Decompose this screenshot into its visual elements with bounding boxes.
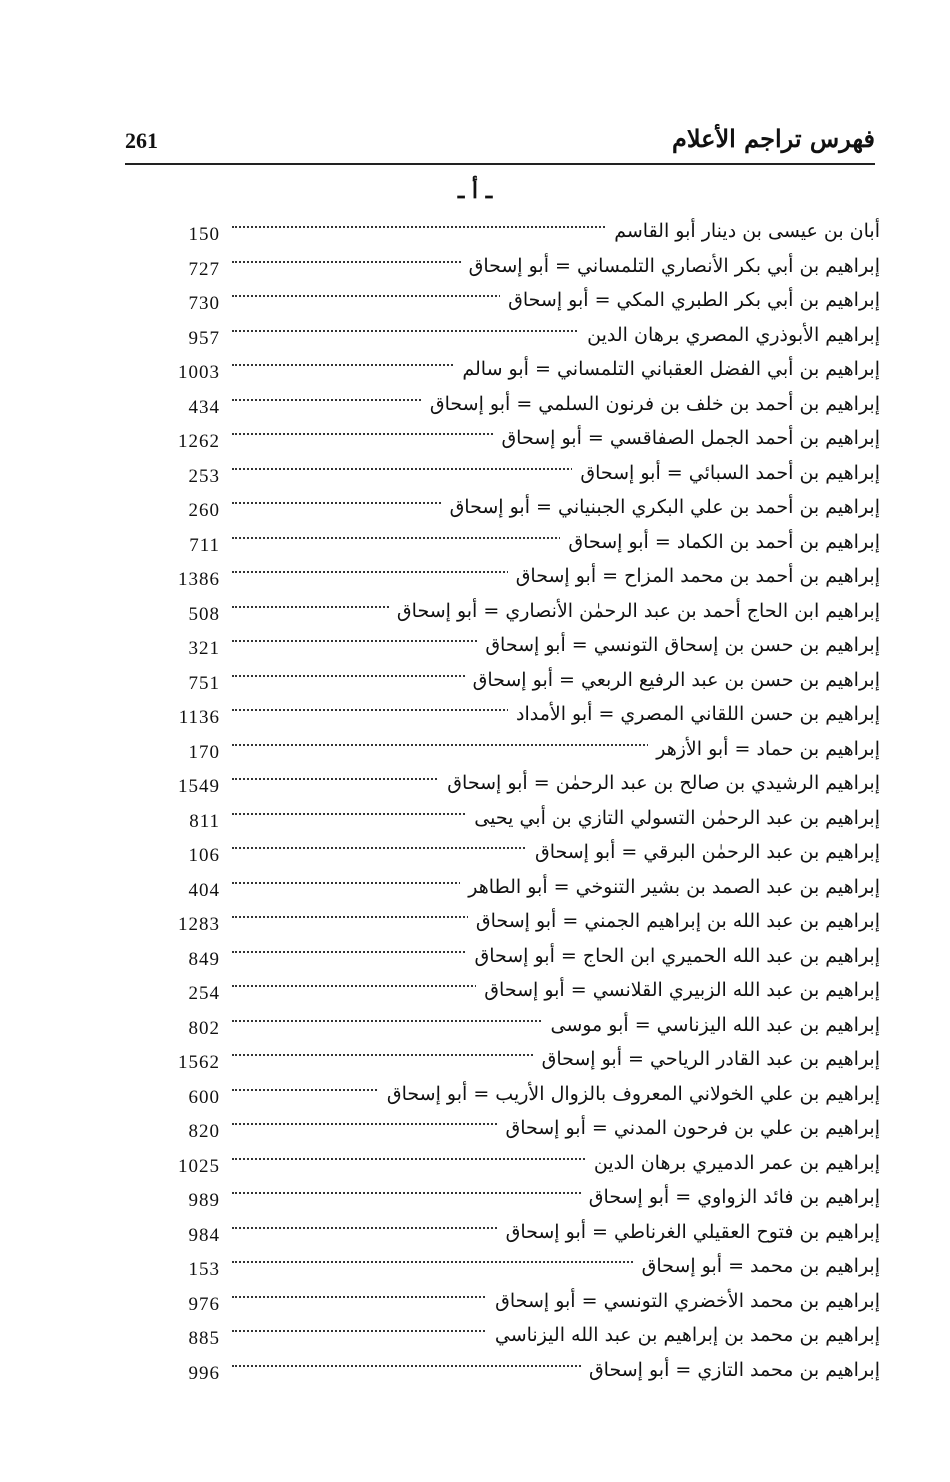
index-entry (160, 632, 880, 667)
entry-page-number: 600 (188, 1086, 220, 1108)
entry-page-number: 957 (188, 327, 220, 349)
entry-page-number: 170 (188, 741, 220, 763)
index-entry (160, 1357, 880, 1392)
index-entry (160, 943, 880, 978)
header-rule (125, 163, 875, 165)
entry-page-number: 254 (188, 983, 220, 1004)
index-entry (160, 494, 880, 529)
index-entry (160, 1150, 880, 1185)
entry-name: إبراهيم بن عبد الله الحميري ابن الحاج = أبو إسحاق (466, 945, 880, 967)
entry-page-number: 434 (188, 396, 220, 418)
index-entry (160, 598, 880, 633)
entry-page-number: 751 (188, 672, 220, 694)
entry-name: إبراهيم بن أحمد بن محمد المزاح = أبو إسحاق (508, 565, 880, 587)
index-entry (160, 1184, 880, 1219)
index-entry (160, 805, 880, 840)
entry-name: إبراهيم بن عبد الله بن إبراهيم الجمني = أبو إسحاق (468, 910, 880, 932)
entry-name: أبان بن عيسى بن دينار أبو القاسم (606, 220, 880, 242)
entry-page-number: 885 (188, 1328, 220, 1349)
entry-name: إبراهيم بن عبد القادر الرياحي = أبو إسحاق (534, 1048, 880, 1070)
entry-page-number: 989 (188, 1190, 220, 1211)
entry-name: إبراهيم بن أحمد السبائي = أبو إسحاق (572, 462, 880, 484)
entry-page-number: 984 (188, 1224, 220, 1246)
entry-name: إبراهيم بن فائد الزواوي = أبو إسحاق (581, 1186, 880, 1208)
entry-name: إبراهيم الرشيدي بن صالح بن عبد الرحمٰن = أبو إسحاق (439, 772, 880, 794)
entry-page-number: 811 (189, 810, 220, 832)
entry-page-number: 1003 (178, 362, 220, 383)
entry-page-number: 1562 (178, 1052, 220, 1073)
entry-name: إبراهيم بن حسن اللقاني المصري = أبو الأمداد (508, 703, 880, 725)
entry-page-number: 153 (188, 1259, 220, 1280)
entry-page-number: 996 (188, 1362, 220, 1384)
index-entry (160, 253, 880, 288)
entry-page-number: 1136 (178, 707, 220, 728)
entry-name: إبراهيم بن محمد التازي = أبو إسحاق (581, 1359, 880, 1381)
entry-name: إبراهيم بن أحمد بن الكماد = أبو إسحاق (560, 531, 880, 553)
index-entry (160, 736, 880, 771)
index-entry (160, 1322, 880, 1357)
entry-page-number: 727 (188, 258, 220, 280)
entry-name: إبراهيم بن عبد الصمد بن بشير التنوخي = أبو الطاهر (460, 876, 880, 898)
entry-name: إبراهيم بن محمد الأخضري التونسي = أبو إسحاق (487, 1290, 880, 1312)
index-entry (160, 322, 880, 357)
index-list (160, 218, 880, 1391)
entry-name: إبراهيم بن محمد = أبو إسحاق (634, 1255, 880, 1277)
index-entry (160, 287, 880, 322)
entry-page-number: 1549 (178, 776, 220, 797)
entry-page-number: 106 (188, 845, 220, 866)
entry-page-number: 321 (188, 638, 220, 659)
entry-page-number: 820 (188, 1121, 220, 1142)
entry-page-number: 1283 (178, 914, 220, 935)
entry-page-number: 253 (188, 465, 220, 487)
index-entry (160, 529, 880, 564)
index-entry (160, 1012, 880, 1047)
index-entry (160, 218, 880, 253)
index-entry (160, 667, 880, 702)
entry-name: إبراهيم بن علي الخولاني المعروف بالزوال الأريب = أبو إسحاق (379, 1083, 880, 1105)
index-entry (160, 701, 880, 736)
index-entry (160, 425, 880, 460)
index-entry (160, 460, 880, 495)
index-entry (160, 1046, 880, 1081)
entry-name: إبراهيم بن فتوح العقيلي الغرناطي = أبو إسحاق (498, 1221, 880, 1243)
entry-name: إبراهيم بن عبد الرحمٰن البرقي = أبو إسحاق (527, 841, 880, 863)
entry-name: إبراهيم بن عبد الله اليزناسي = أبو موسى (542, 1014, 880, 1036)
entry-page-number: 404 (188, 879, 220, 901)
index-entry (160, 874, 880, 909)
entry-page-number: 849 (188, 948, 220, 970)
index-entry (160, 1288, 880, 1323)
entry-name: إبراهيم بن عمر الدميري برهان الدين (586, 1152, 880, 1174)
entry-name: إبراهيم بن عبد الله الزبيري القلانسي = أبو إسحاق (476, 979, 880, 1001)
index-entry (160, 977, 880, 1012)
page-number: 261 (125, 128, 158, 153)
entry-name: إبراهيم بن أحمد بن علي البكري الجبنياني = أبو إسحاق (442, 496, 880, 518)
section-letter: ـ أ ـ (457, 178, 493, 204)
index-entry (160, 770, 880, 805)
index-entry (160, 1115, 880, 1150)
entry-name: إبراهيم بن حماد = أبو الأزهر (648, 738, 880, 760)
page-header (125, 118, 875, 162)
index-entry (160, 1081, 880, 1116)
index-entry (160, 1219, 880, 1254)
entry-name: إبراهيم بن عبد الرحمٰن التسولي التازي بن أبي يحيى (466, 807, 880, 829)
entry-page-number: 1262 (178, 431, 220, 452)
page-title: فهرس تراجم الأعلام (671, 124, 875, 153)
index-entry (160, 391, 880, 426)
entry-name: إبراهيم بن أحمد بن خلف بن فرنون السلمي = أبو إسحاق (422, 393, 880, 415)
entry-name: إبراهيم بن أبي بكر الطبري المكي = أبو إسحاق (500, 289, 880, 311)
entry-name: إبراهيم ابن الحاج أحمد بن عبد الرحمٰن الأنصاري = أبو إسحاق (389, 600, 880, 622)
entry-name: إبراهيم بن علي بن فرحون المدني = أبو إسحاق (497, 1117, 880, 1139)
entry-name: إبراهيم بن حسن بن عبد الرفيع الربعي = أبو إسحاق (465, 669, 880, 691)
entry-page-number: 1025 (178, 1155, 220, 1177)
entry-page-number: 730 (188, 293, 220, 314)
entry-name: إبراهيم بن أبي الفضل العقباني التلمساني = أبو سالم (454, 358, 880, 380)
index-entry (160, 563, 880, 598)
entry-name: إبراهيم بن حسن بن إسحاق التونسي = أبو إسحاق (477, 634, 880, 656)
entry-page-number: 1386 (178, 569, 220, 590)
entry-page-number: 711 (189, 534, 220, 556)
entry-page-number: 976 (188, 1293, 220, 1315)
entry-name: إبراهيم بن أبي بكر الأنصاري التلمساني = أبو إسحاق (461, 255, 880, 277)
entry-page-number: 508 (188, 603, 220, 625)
index-entry (160, 908, 880, 943)
index-entry (160, 356, 880, 391)
entry-name: إبراهيم بن أحمد الجمل الصفاقسي = أبو إسحاق (493, 427, 880, 449)
entry-page-number: 260 (188, 500, 220, 521)
entry-page-number: 150 (188, 224, 220, 245)
entry-name: إبراهيم الأبوذري المصري برهان الدين (579, 324, 880, 346)
entry-name: إبراهيم بن محمد بن إبراهيم بن عبد الله اليزناسي (487, 1324, 880, 1346)
entry-page-number: 802 (188, 1017, 220, 1039)
index-entry (160, 839, 880, 874)
index-entry (160, 1253, 880, 1288)
